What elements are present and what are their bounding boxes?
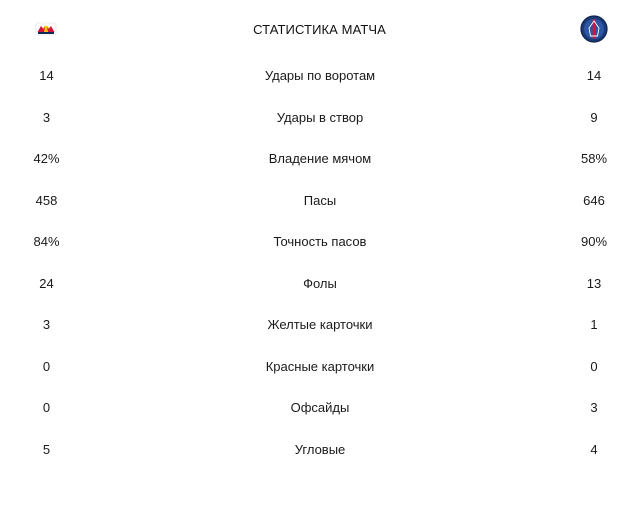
stat-row-passes xyxy=(0,191,639,211)
stat-row-shots-on-target xyxy=(0,108,639,128)
away-value: 9 xyxy=(590,110,598,125)
away-value: 90% xyxy=(580,234,608,249)
stat-row-yellow-cards xyxy=(0,315,639,335)
away-value: 0 xyxy=(590,359,598,374)
stat-row-shots xyxy=(0,66,639,86)
home-value: 0 xyxy=(42,400,51,415)
home-value: 84% xyxy=(33,234,60,249)
away-value: 4 xyxy=(590,442,598,457)
stat-label: Пасы xyxy=(303,193,337,208)
stat-label: Желтые карточки xyxy=(267,317,373,332)
away-value: 58% xyxy=(580,151,608,166)
stat-label: Точность пасов xyxy=(273,234,367,249)
away-value: 646 xyxy=(583,193,605,208)
home-value: 42% xyxy=(33,151,60,166)
page-title: СТАТИСТИКА МАТЧА xyxy=(253,22,386,37)
stat-row-offsides xyxy=(0,398,639,418)
home-value: 3 xyxy=(42,317,51,332)
home-value: 0 xyxy=(42,359,51,374)
away-value: 14 xyxy=(586,68,602,83)
stat-row-red-cards xyxy=(0,357,639,377)
away-value: 1 xyxy=(590,317,598,332)
home-value: 5 xyxy=(42,442,51,457)
psg-logo-icon xyxy=(579,14,609,44)
stat-label: Владение мячом xyxy=(268,151,372,166)
away-value: 13 xyxy=(586,276,602,291)
stat-row-fouls xyxy=(0,274,639,294)
stat-label: Угловые xyxy=(294,442,346,457)
stat-label: Фолы xyxy=(303,276,337,291)
stat-label: Красные карточки xyxy=(265,359,375,374)
home-value: 24 xyxy=(39,276,54,291)
stats-header xyxy=(0,0,639,60)
home-value: 14 xyxy=(39,68,54,83)
stat-label: Офсайды xyxy=(290,400,350,415)
stat-row-possession xyxy=(0,149,639,169)
stat-row-pass-accuracy xyxy=(0,232,639,252)
away-value: 3 xyxy=(590,400,598,415)
home-value: 458 xyxy=(35,193,58,208)
stat-label: Удары в створ xyxy=(276,110,364,125)
stat-label: Удары по воротам xyxy=(264,68,376,83)
home-value: 3 xyxy=(42,110,51,125)
stat-row-corners xyxy=(0,440,639,460)
